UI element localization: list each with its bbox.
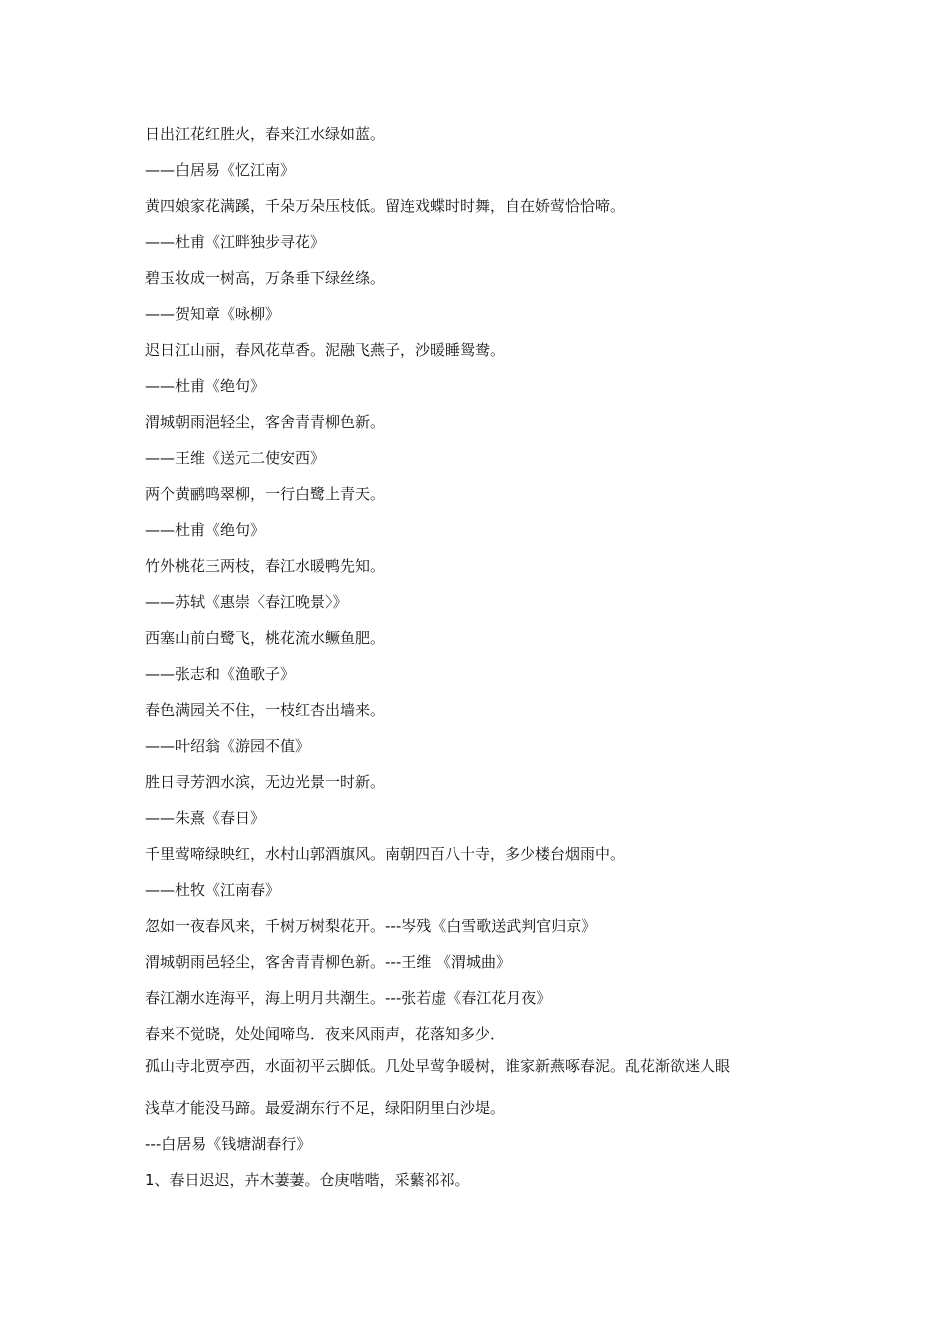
citation-line: ——张志和《渔歌子》 (145, 665, 296, 683)
poem-lines (145, 124, 825, 1206)
verse-line: 碧玉妆成一树高，万条垂下绿丝绦。 (145, 269, 386, 287)
verse-line: 孤山寺北贾亭西，水面初平云脚低。几处早莺争暖树，谁家新燕啄春泥。乱花渐欲迷人眼 (145, 1057, 731, 1075)
citation-line: ——朱熹《春日》 (145, 809, 266, 827)
verse-line: 忽如一夜春风来，千树万树梨花开。---岑残《白雪歌送武判官归京》 (145, 917, 597, 935)
citation-line: ——苏轼《惠崇〈春江晚景〉》 (145, 593, 348, 611)
citation-line: ——杜甫《绝句》 (145, 377, 266, 395)
verse-line: 浅草才能没马蹄。最爱湖东行不足，绿阳阴里白沙堤。 (145, 1099, 506, 1117)
verse-line: 1、春日迟迟，卉木萋萋。仓庚喈喈，采蘩祁祁。 (145, 1171, 470, 1189)
verse-line: 胜日寻芳泗水滨，无边光景一时新。 (145, 773, 386, 791)
verse-line: 迟日江山丽，春风花草香。泥融飞燕子，沙暖睡鸳鸯。 (145, 341, 506, 359)
citation-line: ——白居易《忆江南》 (145, 161, 296, 179)
verse-line: 春色满园关不住，一枝红杏出墙来。 (145, 701, 386, 719)
verse-line: 春来不觉晓，处处闻啼鸟．夜来风雨声，花落知多少． (145, 1025, 506, 1043)
verse-line: 竹外桃花三两枝，春江水暖鸭先知。 (145, 557, 386, 575)
citation-line: ---白居易《钱塘湖春行》 (145, 1135, 312, 1153)
citation-line: ——贺知章《咏柳》 (145, 305, 281, 323)
verse-line: 两个黄鹂鸣翠柳，一行白鹭上青天。 (145, 485, 386, 503)
citation-line: ——杜甫《绝句》 (145, 521, 266, 539)
verse-line: 日出江花红胜火，春来江水绿如蓝。 (145, 125, 386, 143)
citation-line: ——杜牧《江南春》 (145, 881, 281, 899)
citation-line: ——杜甫《江畔独步寻花》 (145, 233, 326, 251)
verse-line: 千里莺啼绿映红，水村山郭酒旗风。南朝四百八十寺，多少楼台烟雨中。 (145, 845, 626, 863)
verse-line: 渭城朝雨浥轻尘，客舍青青柳色新。 (145, 413, 386, 431)
verse-line: 西塞山前白鹭飞，桃花流水鳜鱼肥。 (145, 629, 386, 647)
verse-line: 渭城朝雨邑轻尘，客舍青青柳色新。---王维 《渭城曲》 (145, 953, 512, 971)
verse-line: 春江潮水连海平，海上明月共潮生。---张若虚《春江花月夜》 (145, 989, 552, 1007)
citation-line: ——王维《送元二使安西》 (145, 449, 326, 467)
citation-line: ——叶绍翁《游园不值》 (145, 737, 311, 755)
verse-line: 黄四娘家花满蹊，千朵万朵压枝低。留连戏蝶时时舞，自在娇莺恰恰啼。 (145, 197, 626, 215)
